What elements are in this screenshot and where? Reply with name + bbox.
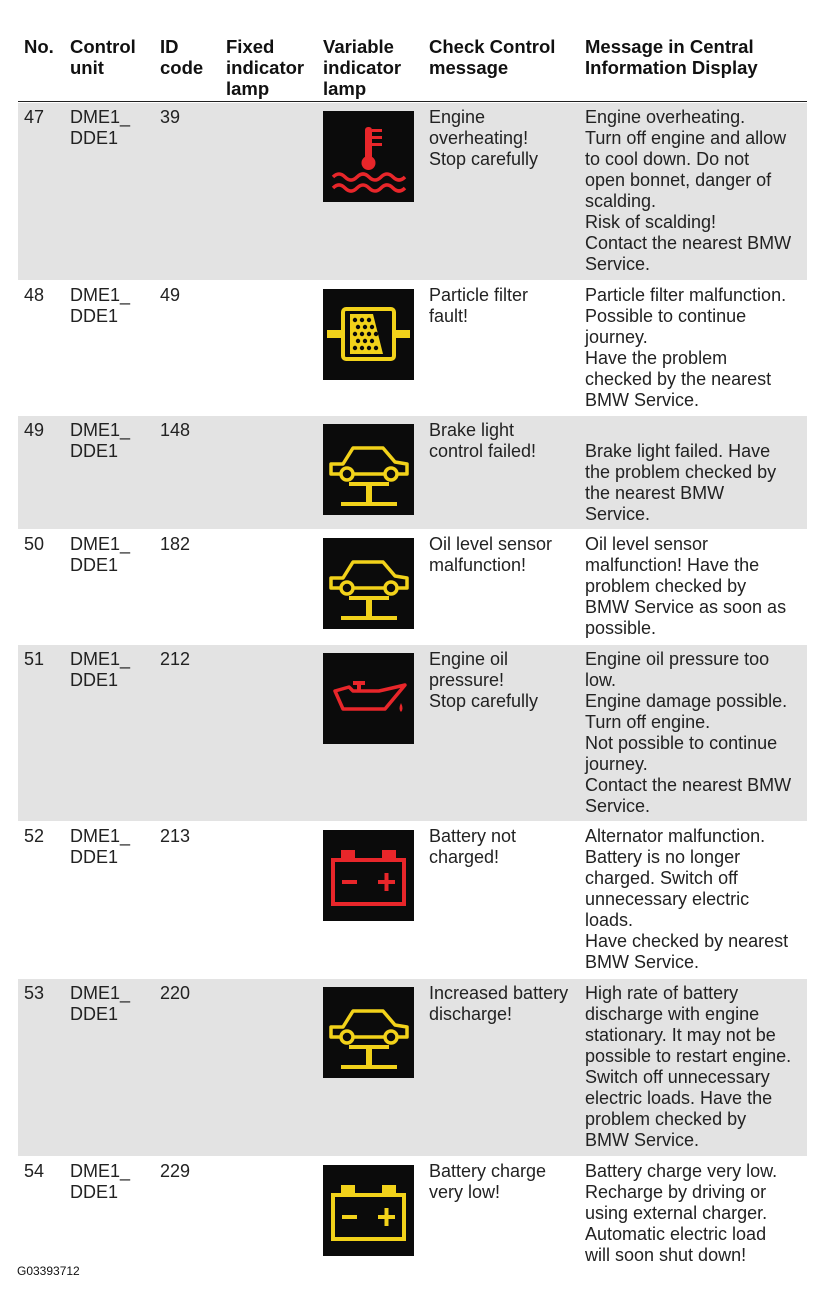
table-row bbox=[18, 978, 807, 1156]
control-unit-cell: DME1_ DDE1 bbox=[70, 285, 131, 326]
table-row bbox=[18, 529, 807, 644]
id-code-cell: 212 bbox=[160, 649, 191, 669]
table-row bbox=[18, 1156, 807, 1277]
control-unit-cell: DME1_ DDE1 bbox=[70, 1161, 131, 1202]
row-number: 53 bbox=[24, 983, 45, 1003]
table-row bbox=[18, 280, 807, 415]
control-unit-cell: DME1_ DDE1 bbox=[70, 107, 131, 148]
id-code-cell: 229 bbox=[160, 1161, 191, 1181]
table-row bbox=[18, 821, 807, 978]
header-control-unit: Control unit bbox=[70, 36, 136, 78]
id-code-cell: 49 bbox=[160, 285, 181, 305]
check-control-message: Particle filter fault! bbox=[429, 285, 529, 326]
control-unit-cell: DME1_ DDE1 bbox=[70, 983, 131, 1024]
id-code-cell: 220 bbox=[160, 983, 191, 1003]
car-on-lift-icon bbox=[323, 424, 414, 515]
table-row bbox=[18, 102, 807, 280]
header-cid-message: Message in Central Information Display bbox=[585, 36, 758, 78]
cid-message: Battery charge very low. Recharge by driving or using external charger. Automatic electric load will soon shut down! bbox=[585, 1161, 778, 1265]
header-no: No. bbox=[24, 36, 54, 57]
row-number: 49 bbox=[24, 420, 45, 440]
row-number: 52 bbox=[24, 826, 45, 846]
check-control-message: Battery charge very low! bbox=[429, 1161, 547, 1202]
control-unit-cell: DME1_ DDE1 bbox=[70, 534, 131, 575]
id-code-cell: 182 bbox=[160, 534, 191, 554]
check-control-message: Battery not charged! bbox=[429, 826, 517, 867]
control-unit-cell: DME1_ DDE1 bbox=[70, 649, 131, 690]
header-variable-lamp: Variable indicator lamp bbox=[323, 36, 402, 99]
table-row bbox=[18, 644, 807, 821]
battery-icon bbox=[323, 1165, 414, 1256]
car-on-lift-icon bbox=[323, 987, 414, 1078]
control-unit-cell: DME1_ DDE1 bbox=[70, 826, 131, 867]
row-number: 54 bbox=[24, 1161, 45, 1181]
cid-message: Brake light failed. Have the problem checked by the nearest BMW Service. bbox=[585, 441, 777, 524]
cid-message: High rate of battery discharge with engine stationary. It may not be possible to restart engine. Switch off unnecessary electric loads. Have the problem checked by BMW Service. bbox=[585, 983, 792, 1150]
cid-message: Oil level sensor malfunction! Have the problem checked by BMW Service as soon as possible. bbox=[585, 534, 787, 638]
coolant-temperature-icon bbox=[323, 111, 414, 202]
control-unit-cell: DME1_ DDE1 bbox=[70, 420, 131, 461]
particle-filter-icon bbox=[323, 289, 414, 380]
row-number: 48 bbox=[24, 285, 45, 305]
figure-id: G03393712 bbox=[17, 1264, 80, 1278]
oil-can-icon bbox=[323, 653, 414, 744]
header-fixed-lamp: Fixed indicator lamp bbox=[226, 36, 305, 99]
header-check-control: Check Control message bbox=[429, 36, 556, 78]
check-control-message: Brake light control failed! bbox=[429, 420, 537, 461]
header-id-code: ID code bbox=[160, 36, 204, 78]
table-row bbox=[18, 415, 807, 529]
id-code-cell: 39 bbox=[160, 107, 181, 127]
cid-message: Engine overheating. Turn off engine and allow to cool down. Do not open bonnet, danger of scalding. Risk of scalding! Contact the nearest BMW Service. bbox=[585, 107, 792, 274]
check-control-message: Engine overheating! Stop carefully bbox=[429, 107, 539, 169]
id-code-cell: 213 bbox=[160, 826, 191, 846]
cid-message: Engine oil pressure too low. Engine damage possible. Turn off engine. Not possible to continue journey. Contact the nearest BMW Service. bbox=[585, 649, 792, 816]
table-header bbox=[18, 30, 807, 102]
cid-message: Particle filter malfunction. Possible to continue journey. Have the problem checked by the nearest BMW Service. bbox=[585, 285, 787, 410]
row-number: 47 bbox=[24, 107, 45, 127]
check-control-message: Oil level sensor malfunction! bbox=[429, 534, 553, 575]
cid-message: Alternator malfunction. Battery is no longer charged. Switch off unnecessary electric loads. Have checked by nearest BMW Service. bbox=[585, 826, 789, 972]
car-on-lift-icon bbox=[323, 538, 414, 629]
check-control-message: Increased battery discharge! bbox=[429, 983, 569, 1024]
row-number: 51 bbox=[24, 649, 45, 669]
id-code-cell: 148 bbox=[160, 420, 191, 440]
check-control-message: Engine oil pressure! Stop carefully bbox=[429, 649, 539, 711]
row-number: 50 bbox=[24, 534, 45, 554]
indicator-table bbox=[18, 30, 807, 1277]
battery-icon bbox=[323, 830, 414, 921]
